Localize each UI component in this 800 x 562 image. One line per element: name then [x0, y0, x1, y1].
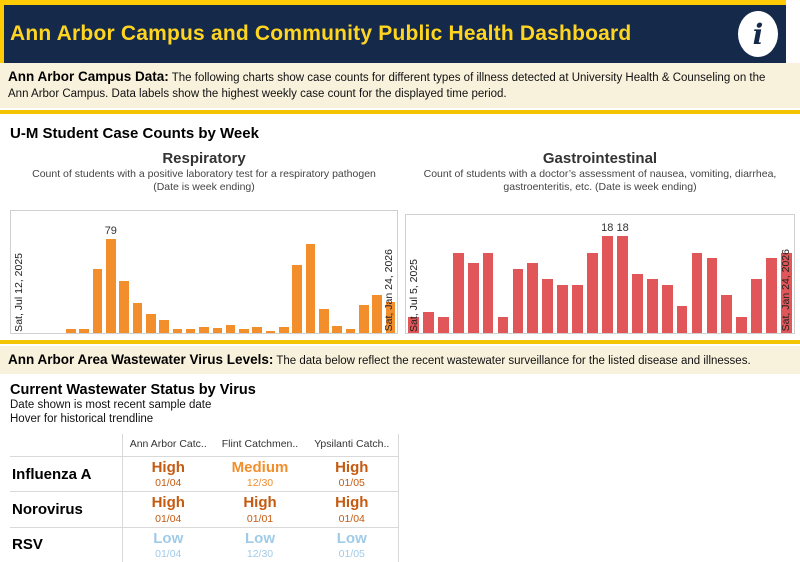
- gastrointestinal-chart-title: Gastrointestinal: [542, 149, 658, 167]
- sample-date: 01/05: [338, 477, 365, 490]
- bar[interactable]: [66, 329, 76, 333]
- table-corner-cell: [10, 434, 122, 457]
- status-cell[interactable]: [214, 457, 306, 492]
- bar[interactable]: [721, 295, 732, 333]
- status-level: Low: [153, 529, 184, 547]
- status-cell[interactable]: [122, 527, 214, 562]
- column-header-flint[interactable]: Flint Catchmen..: [221, 438, 299, 451]
- status-cell[interactable]: [306, 457, 398, 492]
- table-row: [10, 527, 398, 562]
- bar[interactable]: [677, 306, 688, 333]
- cases-section-heading: U-M Student Case Counts by Week: [10, 124, 259, 142]
- table-row: [10, 457, 398, 492]
- wastewater-status-table: [10, 434, 399, 562]
- bar[interactable]: [173, 329, 183, 333]
- status-cell[interactable]: [214, 492, 306, 527]
- gastrointestinal-chart-subtitle: Count of students with a doctor’s assessment of nausea, vomiting, diarrhea, gastroenteritis, etc. (Date is week ending): [423, 167, 777, 194]
- status-cell[interactable]: [214, 527, 306, 562]
- respiratory-chart-subtitle: Count of students with a positive laboratory test for a respiratory pathogen (Date is week ending): [32, 167, 376, 194]
- status-level: Medium: [231, 459, 289, 477]
- charts-row: [10, 150, 800, 334]
- bar[interactable]: [423, 312, 434, 333]
- bar[interactable]: [93, 269, 103, 333]
- bar[interactable]: [186, 329, 196, 333]
- table-row: [10, 492, 398, 527]
- info-icon-glyph: i: [752, 17, 764, 51]
- bar[interactable]: [292, 265, 302, 333]
- bar[interactable]: [542, 279, 553, 333]
- status-level: High: [151, 494, 185, 512]
- sample-date: 01/04: [155, 512, 182, 525]
- status-level: Low: [245, 529, 275, 547]
- sample-date: 12/30: [246, 477, 274, 490]
- campus-data-band-text: The following charts show case counts for different types of illness detected at University Health & Counseling on the Ann Arbor Campus. Data labels show the highest weekly case count for the displayed time period.: [8, 72, 766, 101]
- gastrointestinal-axis-last-label: Sat, Jan 24, 2026: [779, 249, 792, 332]
- bar[interactable]: [319, 309, 329, 333]
- bar[interactable]: [146, 314, 156, 333]
- column-header-ypsilanti[interactable]: Ypsilanti Catch..: [306, 434, 398, 457]
- bar[interactable]: [527, 263, 538, 333]
- wastewater-band-text: The data below reflect the recent wastewater surveillance for the listed disease and illnesses.: [276, 354, 751, 367]
- status-cell[interactable]: [122, 457, 214, 492]
- respiratory-plot-area[interactable]: [10, 210, 398, 334]
- status-level: Low: [336, 529, 367, 547]
- bar[interactable]: [617, 236, 628, 333]
- bar[interactable]: [572, 285, 583, 333]
- bar[interactable]: [199, 327, 209, 333]
- campus-data-band: [0, 63, 800, 108]
- bar[interactable]: [736, 317, 747, 333]
- bar[interactable]: [359, 305, 369, 333]
- bar[interactable]: [766, 258, 777, 333]
- table-header-row: [10, 434, 398, 457]
- virus-name: RSV: [12, 536, 43, 554]
- peak-value-label: 18 18: [601, 222, 629, 235]
- sample-date: 12/30: [246, 547, 274, 560]
- status-level: High: [243, 494, 277, 512]
- status-cell[interactable]: [122, 492, 214, 527]
- bar[interactable]: [468, 263, 479, 333]
- campus-data-band-lead: Ann Arbor Campus Data:: [8, 69, 169, 84]
- sample-date: 01/04: [155, 477, 182, 490]
- gastrointestinal-plot-area[interactable]: [405, 214, 795, 334]
- wastewater-table-sub2: Hover for historical trendline: [10, 412, 154, 425]
- wastewater-table-heading: Current Wastewater Status by Virus: [10, 381, 256, 398]
- status-level: High: [335, 494, 369, 512]
- bar[interactable]: [692, 253, 703, 333]
- bar[interactable]: [751, 279, 762, 333]
- page-title: Ann Arbor Campus and Community Public Health Dashboard: [10, 22, 632, 45]
- bar[interactable]: [438, 317, 449, 333]
- gastrointestinal-axis-first-label: Sat, Jul 5, 2025: [408, 258, 420, 332]
- section-divider: [0, 110, 800, 114]
- bar[interactable]: [106, 239, 116, 333]
- header: [0, 0, 786, 63]
- status-cell[interactable]: [306, 527, 398, 562]
- bar[interactable]: [707, 258, 718, 333]
- virus-name: Influenza A: [12, 465, 92, 483]
- bar[interactable]: [662, 285, 673, 333]
- respiratory-chart-title: Respiratory: [162, 149, 246, 167]
- respiratory-axis-first-label: Sat, Jul 12, 2025: [13, 252, 25, 332]
- bar[interactable]: [587, 253, 598, 333]
- bar[interactable]: [332, 326, 342, 333]
- bar[interactable]: [119, 281, 129, 333]
- sample-date: 01/04: [155, 547, 182, 560]
- bar[interactable]: [346, 329, 356, 333]
- bar[interactable]: [453, 253, 464, 333]
- wastewater-band: [0, 346, 800, 374]
- sample-date: 01/04: [338, 512, 365, 525]
- sample-date: 01/05: [338, 547, 365, 560]
- column-header-ann-arbor[interactable]: Ann Arbor Catc..: [122, 434, 214, 457]
- bar[interactable]: [372, 295, 382, 333]
- bar[interactable]: [279, 327, 289, 333]
- bar[interactable]: [557, 285, 568, 333]
- status-cell[interactable]: [306, 492, 398, 527]
- bar[interactable]: [133, 303, 143, 333]
- wastewater-table-sub1: Date shown is most recent sample date: [10, 398, 212, 411]
- bar[interactable]: [498, 317, 509, 333]
- bar[interactable]: [159, 320, 169, 333]
- gastrointestinal-chart: [405, 150, 795, 334]
- bar[interactable]: [252, 327, 262, 333]
- virus-name: Norovirus: [12, 501, 83, 519]
- status-level: High: [335, 459, 369, 477]
- bar[interactable]: [513, 269, 524, 333]
- respiratory-axis-last-label: Sat, Jan 24, 2026: [382, 249, 395, 332]
- bar[interactable]: [213, 328, 223, 333]
- wastewater-band-lead: Ann Arbor Area Wastewater Virus Levels:: [8, 351, 274, 367]
- bar[interactable]: [79, 329, 89, 333]
- info-icon[interactable]: [738, 11, 778, 57]
- sample-date: 01/01: [246, 512, 274, 525]
- bar[interactable]: [306, 244, 316, 333]
- bar[interactable]: [226, 325, 236, 333]
- section-divider: [0, 340, 800, 344]
- peak-value-label: 79: [104, 225, 117, 238]
- bar[interactable]: [647, 279, 658, 333]
- bar[interactable]: [266, 331, 276, 333]
- bar[interactable]: [239, 329, 249, 333]
- bar[interactable]: [602, 236, 613, 333]
- respiratory-chart: [10, 150, 398, 334]
- bar[interactable]: [632, 274, 643, 333]
- bar[interactable]: [483, 253, 494, 333]
- status-level: High: [151, 459, 185, 477]
